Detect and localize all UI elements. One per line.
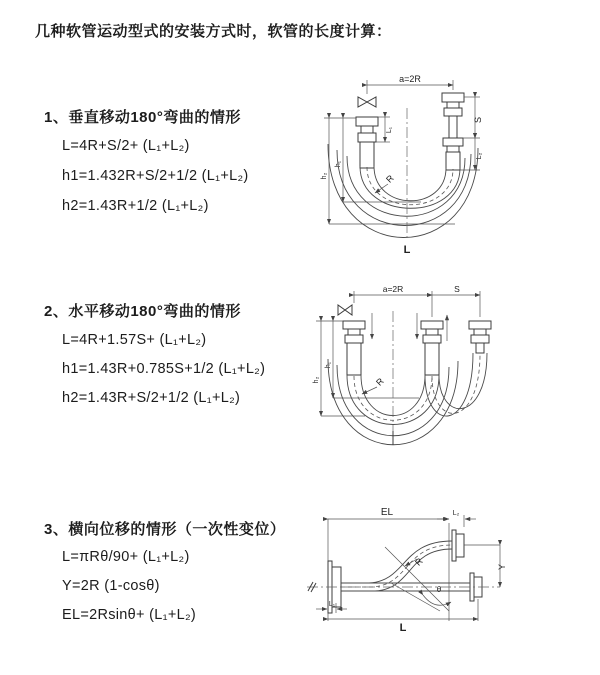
length-label: L (403, 244, 411, 256)
right-fitting (442, 93, 464, 170)
section-3-formulas (62, 543, 196, 630)
angle-theta (423, 585, 451, 605)
angle-label: θ (436, 585, 442, 594)
dim-label-a2r: a=2R (382, 284, 404, 294)
radius-construction (385, 547, 449, 611)
dim-label-el: EL (380, 507, 394, 518)
dim-l2 (437, 510, 476, 519)
left-fitting (343, 321, 365, 375)
dim-label-l: L (399, 622, 407, 634)
right-fitting (469, 321, 491, 353)
dim-s (463, 97, 483, 138)
formula-line: h2=1.43R+1/2 (L₁+L₂) (62, 198, 209, 214)
dim-a-2r (367, 74, 453, 94)
section-1-formulas (62, 131, 249, 221)
formula-line: EL=2Rsinθ+ (L₁+L₂) (62, 607, 197, 623)
dim-h1 (316, 321, 419, 398)
upper-flange (452, 530, 464, 561)
dim-label-s: S (454, 284, 460, 294)
formula-line: L=4R+S/2+ (L₁+L₂) (62, 138, 190, 154)
diagram-vertical-180-bend (303, 64, 588, 260)
radius-label: R (413, 556, 425, 568)
dim-label-l1: L₁ (386, 126, 393, 134)
dim-label-l2: L₂ (476, 152, 483, 160)
dim-label-a2r: a=2R (399, 74, 421, 84)
formula-line: h2=1.43R+S/2+1/2 (L₁+L₂) (62, 390, 241, 406)
dim-label-h2: h₂ (321, 172, 328, 180)
valve-icon (358, 97, 376, 107)
dim-label-l1: L₁ (328, 601, 336, 608)
formula-line: L=πRθ/90+ (L₁+L₂) (62, 549, 190, 565)
dim-label-h2: h₂ (313, 376, 320, 384)
dim-label-y: Y (497, 563, 507, 571)
hose-curves (328, 144, 478, 238)
dim-el (328, 507, 449, 519)
dim-l1 (376, 117, 393, 142)
diagram-lateral-displacement (299, 503, 597, 651)
radius-label: R (374, 376, 386, 388)
dim-label-s: S (473, 116, 483, 124)
radius-label: R (384, 173, 396, 185)
fitting-length-arrows (372, 313, 447, 341)
formula-line: Y=2R (1-cosθ) (62, 578, 160, 594)
dim-l (328, 619, 478, 634)
valve-icon (338, 305, 352, 315)
left-fitting (356, 117, 378, 168)
section-1-heading: 1、垂直移动180°弯曲的情形 (44, 109, 241, 126)
dim-a-2r (354, 284, 480, 317)
document-title: 几种软管运动型式的安装方式时，软管的长度计算： (35, 23, 392, 40)
dim-s (432, 284, 480, 295)
radius-callout (362, 376, 386, 394)
formula-line: L=4R+1.57S+ (L₁+L₂) (62, 332, 207, 348)
section-2-heading: 2、水平移动180°弯曲的情形 (44, 303, 241, 320)
dim-label-h1: h₁ (335, 160, 342, 168)
middle-fitting (421, 321, 443, 375)
diagram-horizontal-180-bend (301, 283, 593, 463)
formula-line: h1=1.432R+S/2+1/2 (L₁+L₂) (62, 168, 249, 184)
section-3-heading: 3、横向位移的情形（一次性变位） (44, 521, 286, 538)
dim-label-l2: L₂ (452, 510, 460, 517)
section-2-formulas (62, 326, 265, 413)
formula-line: h1=1.43R+0.785S+1/2 (L₁+L₂) (62, 361, 266, 377)
dim-l1 (316, 601, 347, 609)
dim-label-h1: h₁ (325, 361, 332, 369)
